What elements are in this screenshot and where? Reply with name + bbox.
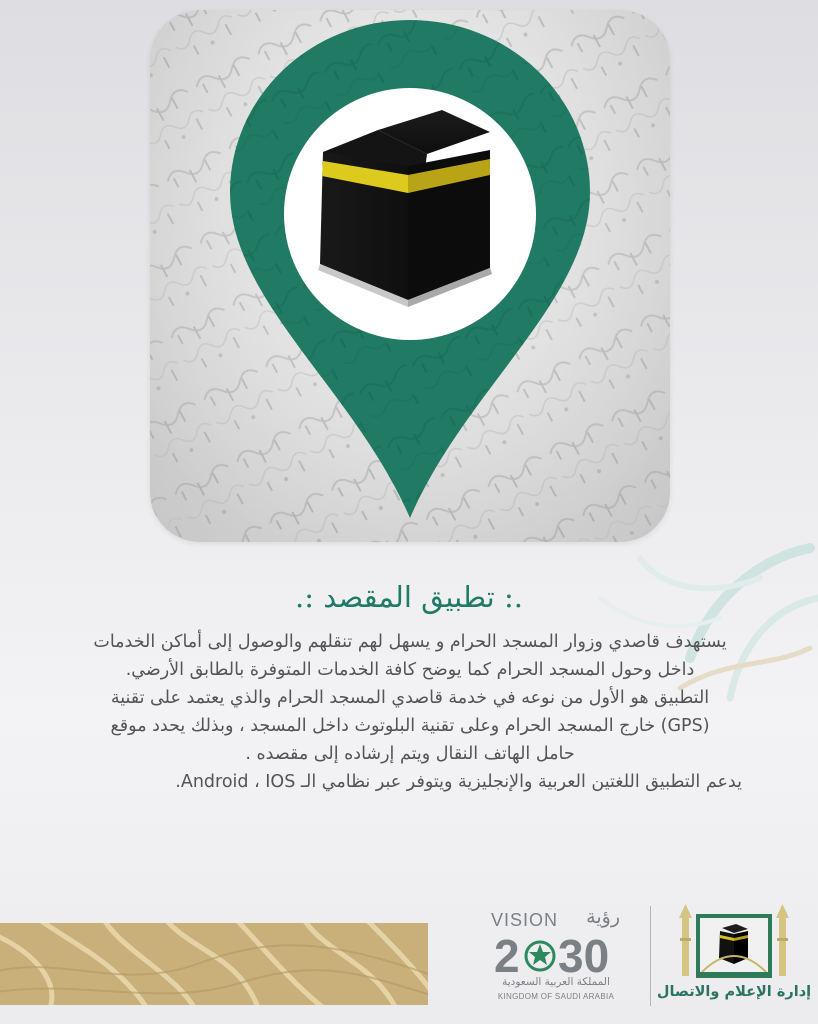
ruya-word: رؤية <box>586 906 620 928</box>
description-line: حامل الهاتف النقال ويتم إرشاده إلى مقصده . <box>245 744 575 764</box>
kingdom-name-ar: المملكة العربية السعودية <box>502 976 610 988</box>
description-line: التطبيق هو الأول من نوعه في خدمة قاصدي المسجد الحرام والذي يعتمد على تقنية <box>110 688 710 708</box>
vision-2030-mark <box>492 930 622 978</box>
description-line: يستهدف قاصدي وزوار المسجد الحرام و يسهل لهم تنقلهم والوصول إلى أماكن الخدمات <box>93 632 727 652</box>
year-right: 30 <box>558 930 610 978</box>
kingdom-name-en: KINGDOM OF SAUDI ARABIA <box>497 992 615 1001</box>
vision-word: VISION <box>491 910 559 930</box>
app-description <box>20 628 800 796</box>
year-left: 2 <box>494 930 520 978</box>
app-icon <box>150 10 670 542</box>
media-department-name: إدارة الإعلام والاتصال <box>656 984 812 1000</box>
description-line: يدعم التطبيق اللغتين العربية والإنجليزية ويتوفر عبر نظامي الـ Android ، IOS. <box>175 772 742 792</box>
location-pin-icon <box>150 10 670 542</box>
gold-pattern-band <box>0 923 428 1005</box>
app-title: .: تطبيق المقصد :. <box>295 580 523 614</box>
description-line: داخل وحول المسجد الحرام كما يوضح كافة الخدمات المتوفرة بالطابق الأرضي. <box>125 660 695 680</box>
vision-2030-logo <box>488 906 628 1006</box>
description-line: (GPS) خارج المسجد الحرام وعلى تقنية البلوتوث داخل المسجد ، وبذلك يحدد موقع <box>110 716 710 736</box>
media-department-logo <box>664 898 804 982</box>
